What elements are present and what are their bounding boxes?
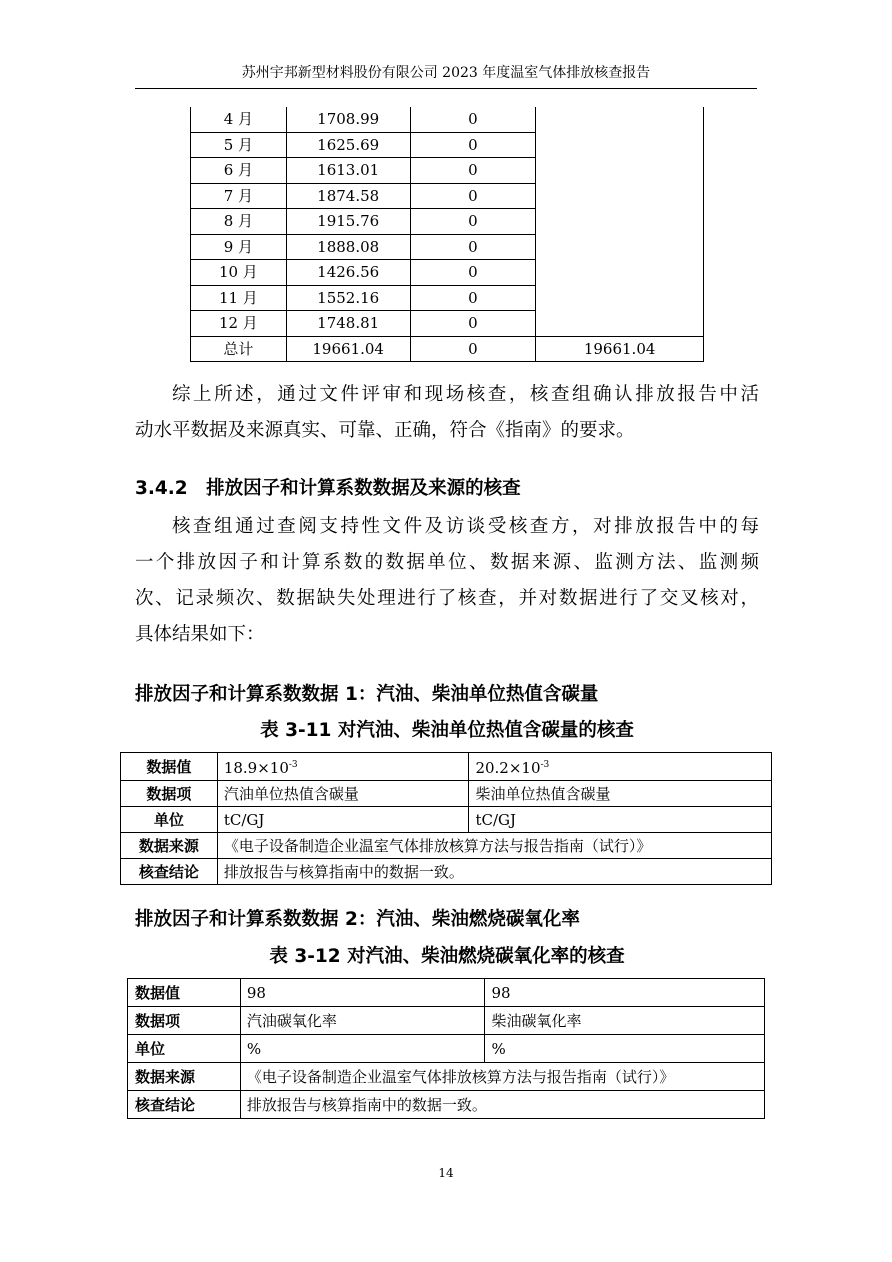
cell-month: 5 月 (191, 132, 287, 158)
item-diesel: 柴油单位热值含碳量 (469, 781, 772, 807)
summary-line: 综上所述，通过文件评审和现场核查，核查组确认排放报告中活 (172, 384, 759, 405)
method-line: 次、记录频次、数据缺失处理进行了核查，并对数据进行了交叉核对， (135, 588, 759, 609)
method-paragraph (135, 545, 759, 581)
unit-diesel: tC/GJ (469, 807, 772, 833)
total-month: 总计 (191, 336, 287, 362)
method-paragraph-end (135, 617, 759, 653)
conclusion: 排放报告与核算指南中的数据一致。 (217, 859, 771, 885)
item-gasoline: 汽油单位热值含碳量 (217, 781, 469, 807)
cell-month: 10 月 (191, 260, 287, 286)
summary-paragraph (135, 377, 759, 413)
method-line: 具体结果如下： (135, 624, 265, 645)
table-3-11-caption: 表 3-11 对汽油、柴油单位热值含碳量的核查 (260, 720, 634, 741)
cell-b: 0 (410, 209, 536, 235)
value-exponent: -3 (288, 760, 298, 770)
label-source: 数据来源 (121, 833, 218, 859)
unit-gasoline: % (240, 1035, 485, 1063)
value-base: 20.2×10 (475, 759, 541, 777)
cell-b: 0 (410, 183, 536, 209)
value-exponent: -3 (540, 760, 550, 770)
data-source: 《电子设备制造企业温室气体排放核算方法与报告指南（试行）》 (217, 833, 771, 859)
table-3-11 (120, 752, 772, 885)
page-header: 苏州宇邦新型材料股份有限公司 2023 年度温室气体排放核查报告 (135, 62, 757, 89)
cell-a: 1874.58 (286, 183, 410, 209)
value-base: 18.9×10 (223, 759, 289, 777)
method-line: 核查组通过查阅支持性文件及访谈受核查方，对排放报告中的每 (172, 516, 759, 537)
cell-b: 0 (410, 260, 536, 286)
total-row (191, 336, 704, 362)
cell-month: 9 月 (191, 234, 287, 260)
label-item: 数据项 (121, 781, 218, 807)
cell-b: 0 (410, 311, 536, 337)
cell-a: 1748.81 (286, 311, 410, 337)
cell-a: 1426.56 (286, 260, 410, 286)
cell-a: 1613.01 (286, 158, 410, 184)
method-paragraph (135, 509, 759, 545)
value-diesel: 98 (485, 979, 765, 1007)
cell-a: 1888.08 (286, 234, 410, 260)
cell-a: 1552.16 (286, 285, 410, 311)
summary-line: 动水平数据及来源真实、可靠、正确，符合《指南》的要求。 (135, 420, 635, 441)
value-gasoline: 98 (240, 979, 485, 1007)
cell-b: 0 (410, 234, 536, 260)
section-heading: 3.4.2 排放因子和计算系数数据及来源的核查 (135, 478, 521, 499)
table-3-12 (127, 978, 765, 1119)
cell-a: 1915.76 (286, 209, 410, 235)
value-diesel (469, 753, 772, 781)
cell-month: 6 月 (191, 158, 287, 184)
monthly-data-table (190, 107, 704, 362)
conclusion: 排放报告与核算指南中的数据一致。 (240, 1091, 764, 1119)
cell-a: 1708.99 (286, 107, 410, 132)
label-unit: 单位 (121, 807, 218, 833)
item2-heading: 排放因子和计算系数数据 2：汽油、柴油燃烧碳氧化率 (135, 909, 580, 930)
cell-month: 7 月 (191, 183, 287, 209)
table-row (191, 107, 704, 132)
cell-b: 0 (410, 107, 536, 132)
label-conclusion: 核查结论 (128, 1091, 241, 1119)
total-c: 19661.04 (536, 336, 704, 362)
summary-paragraph-end (135, 413, 759, 449)
method-paragraph (135, 581, 759, 617)
value-gasoline (217, 753, 469, 781)
label-conclusion: 核查结论 (121, 859, 218, 885)
label-item: 数据项 (128, 1007, 241, 1035)
label-unit: 单位 (128, 1035, 241, 1063)
cell-a: 1625.69 (286, 132, 410, 158)
cell-b: 0 (410, 158, 536, 184)
cell-b: 0 (410, 132, 536, 158)
page-number: 14 (438, 1166, 454, 1180)
label-value: 数据值 (128, 979, 241, 1007)
table-3-12-caption: 表 3-12 对汽油、柴油燃烧碳氧化率的核查 (269, 946, 625, 967)
cell-month: 8 月 (191, 209, 287, 235)
label-value: 数据值 (121, 753, 218, 781)
item-diesel: 柴油碳氧化率 (485, 1007, 765, 1035)
item1-heading: 排放因子和计算系数数据 1：汽油、柴油单位热值含碳量 (135, 684, 599, 705)
cell-month: 11 月 (191, 285, 287, 311)
label-source: 数据来源 (128, 1063, 241, 1091)
method-line: 一个排放因子和计算系数的数据单位、数据来源、监测方法、监测频 (135, 552, 759, 573)
unit-gasoline: tC/GJ (217, 807, 469, 833)
item-gasoline: 汽油碳氧化率 (240, 1007, 485, 1035)
total-b: 0 (410, 336, 536, 362)
total-a: 19661.04 (286, 336, 410, 362)
data-source: 《电子设备制造企业温室气体排放核算方法与报告指南（试行）》 (240, 1063, 764, 1091)
cell-b: 0 (410, 285, 536, 311)
unit-diesel: % (485, 1035, 765, 1063)
cell-month: 4 月 (191, 107, 287, 132)
cell-month: 12 月 (191, 311, 287, 337)
cell-c-merged (536, 107, 704, 336)
